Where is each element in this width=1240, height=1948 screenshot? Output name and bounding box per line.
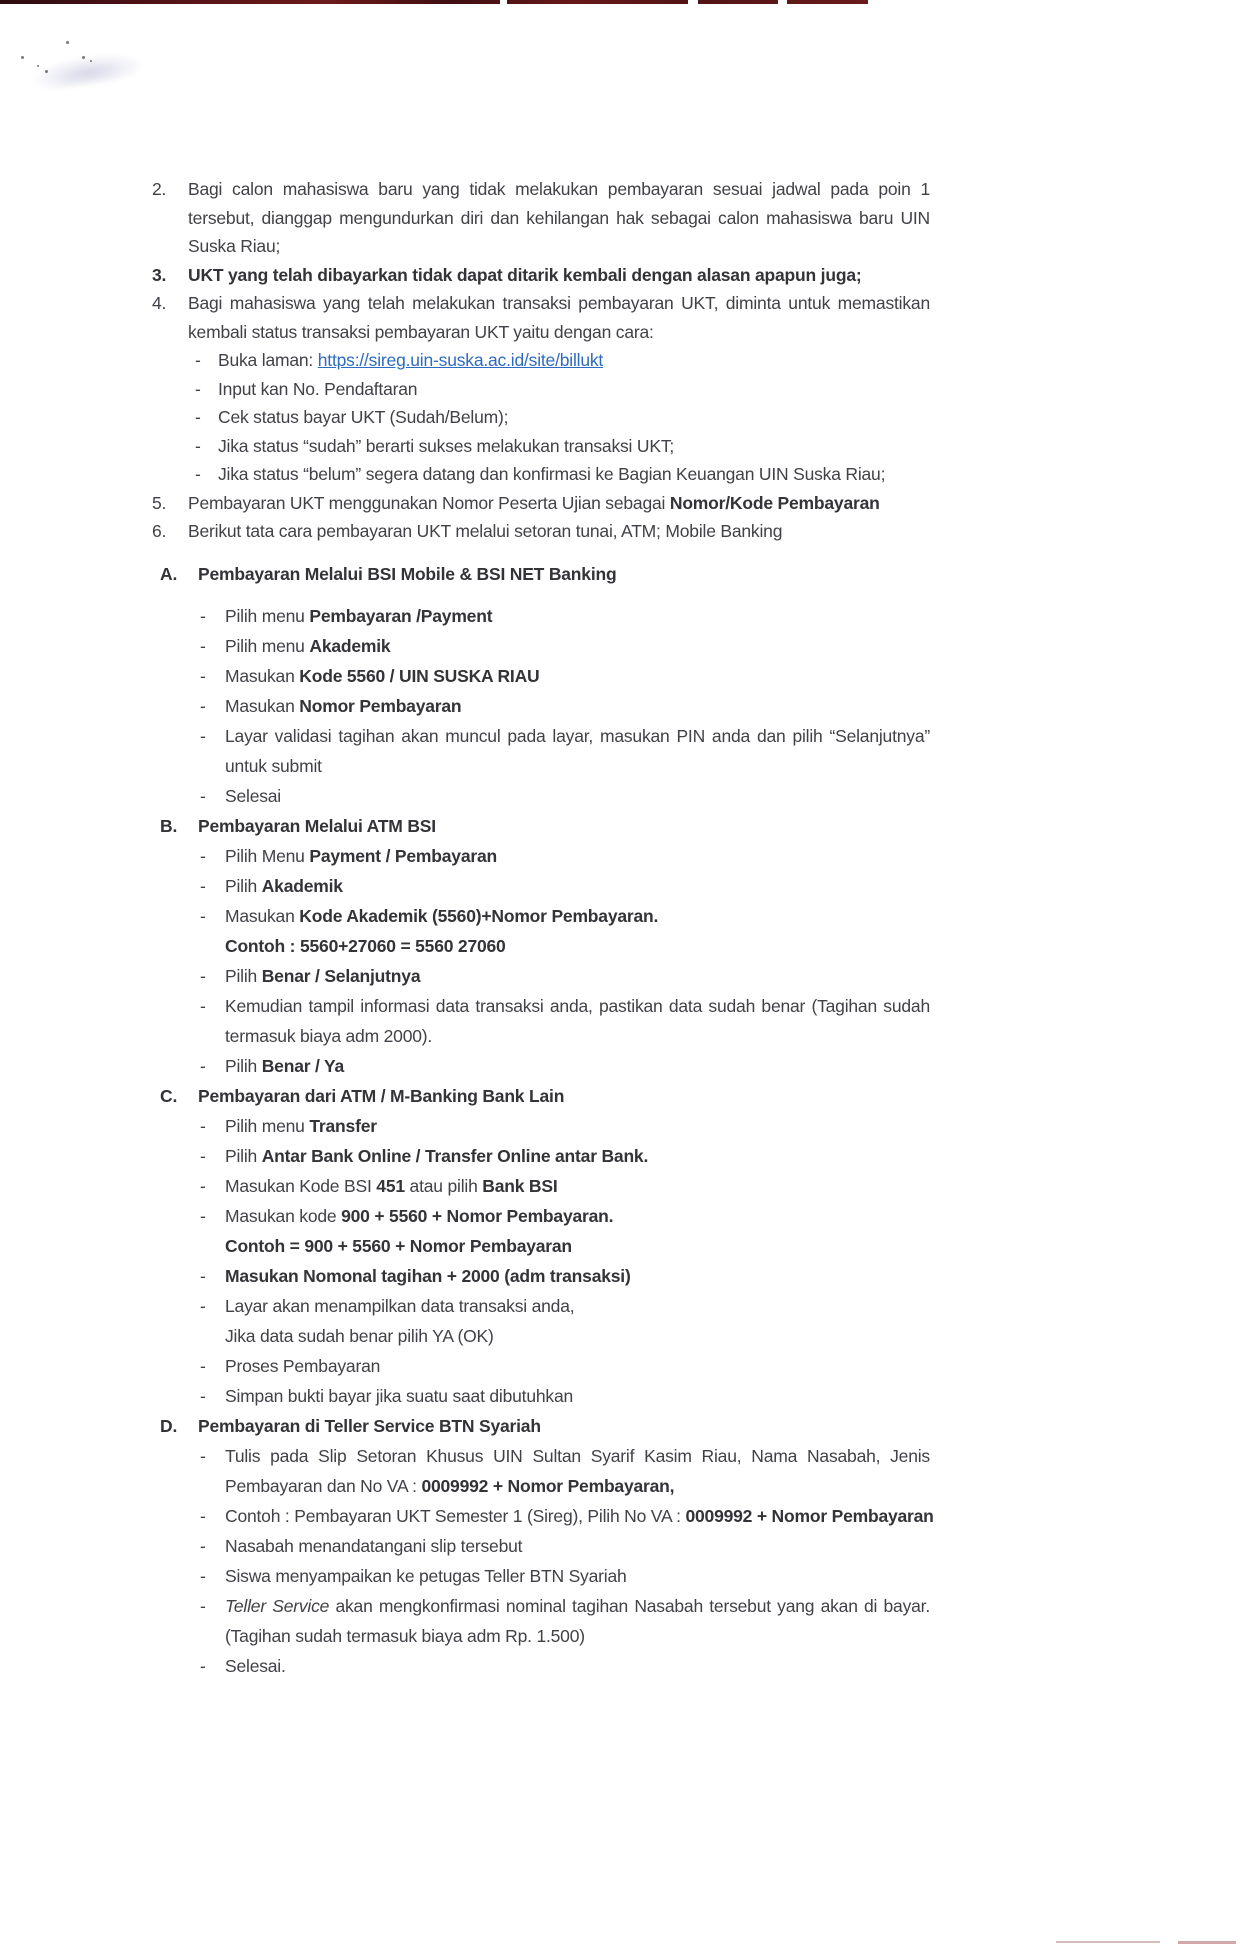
dash-item: [152, 1171, 930, 1201]
dash-item-body: [225, 1441, 930, 1501]
scan-artifact-dot: [21, 56, 24, 59]
dash-item-body: [225, 1261, 930, 1291]
scan-artifact-dot: [82, 56, 85, 59]
numbered-item: [152, 261, 930, 290]
text-segment: Kode Akademik (5560)+Nomor Pembayaran.: [299, 905, 659, 926]
dash-item-body: [218, 403, 930, 432]
text-segment: Pilih: [225, 1055, 262, 1076]
text-segment: Pembayaran UKT menggunakan Nomor Peserta Ujian sebagai: [188, 492, 670, 513]
dash-marker: -: [200, 1175, 206, 1196]
text-segment: 451: [376, 1175, 405, 1196]
dash-item: [152, 991, 930, 1051]
dash-item-body: [225, 661, 930, 691]
text-line: [225, 1141, 930, 1171]
section-items: [152, 1441, 934, 1681]
dash-item: [152, 1501, 934, 1531]
text-segment: Layar validasi tagihan akan muncul pada layar, masukan PIN anda dan pilih “Selanjutnya” untuk submit: [225, 725, 930, 776]
dash-item-body: [225, 601, 930, 631]
dash-item-body: [218, 460, 930, 489]
dash-item-body: [225, 901, 930, 961]
dash-item-body: [225, 841, 930, 871]
dash-item: [152, 1351, 930, 1381]
text-segment: Siswa menyampaikan ke petugas Teller BTN Syariah: [225, 1565, 627, 1586]
dash-marker: -: [200, 785, 206, 806]
dash-item-body: [225, 871, 930, 901]
dash-marker: -: [200, 1115, 206, 1136]
text-line: [225, 691, 930, 721]
text-segment: Jika status “belum” segera datang dan konfirmasi ke Bagian Keuangan UIN Suska Riau;: [218, 464, 886, 484]
section-letter: C.: [160, 1085, 178, 1106]
dash-marker: -: [200, 1295, 206, 1316]
text-line: [225, 1051, 930, 1081]
text-segment: Contoh : 5560+27060 = 5560 27060: [225, 935, 506, 956]
payment-section: [152, 1081, 930, 1411]
section-letter: A.: [160, 563, 178, 584]
dash-item-body: [225, 1381, 930, 1411]
dash-marker: -: [200, 695, 206, 716]
dash-item-body: [218, 375, 930, 404]
text-line: [188, 175, 930, 261]
dash-item: [152, 1051, 930, 1081]
scan-artifact-gap: [500, 0, 507, 5]
text-line: [225, 601, 930, 631]
text-segment: Contoh = 900 + 5560 + Nomor Pembayaran: [225, 1235, 572, 1256]
dash-item: [152, 601, 930, 631]
dash-item: [152, 1261, 930, 1291]
text-segment: Teller Service: [225, 1595, 330, 1616]
section-items: [152, 1111, 930, 1411]
scan-artifact-bottom-line: [1178, 1941, 1236, 1944]
dash-marker: -: [200, 1145, 206, 1166]
dash-item-body: [225, 1111, 930, 1141]
text-segment: Bagi calon mahasiswa baru yang tidak melakukan pembayaran sesuai jadwal pada poin 1 tersebut, dianggap mengundurkan diri dan kehilangan hak sebagai calon mahasiswa baru UIN Suska Riau;: [188, 179, 930, 256]
dash-marker: -: [200, 1445, 206, 1466]
numbered-item-body: [188, 261, 930, 290]
dash-item: [152, 1111, 930, 1141]
item-number: 3.: [152, 264, 167, 285]
text-segment: Contoh : Pembayaran UKT Semester 1 (Sireg), Pilih No VA :: [225, 1505, 686, 1526]
numbered-item: [152, 517, 930, 546]
dash-marker: -: [200, 1385, 206, 1406]
dash-item-body: [225, 1651, 930, 1681]
dash-marker: -: [200, 1655, 206, 1676]
text-segment: Transfer: [309, 1115, 377, 1136]
dash-item: [152, 460, 930, 489]
dash-item: [152, 1441, 930, 1501]
text-line: [225, 1291, 930, 1321]
numbered-item-body: [188, 289, 930, 346]
section-items: [152, 601, 930, 811]
text-line: [225, 1351, 930, 1381]
text-line: [225, 661, 930, 691]
dash-item-body: [225, 1501, 934, 1531]
dash-item: [152, 403, 930, 432]
text-segment: Masukan Nomonal tagihan + 2000 (adm transaksi): [225, 1265, 631, 1286]
text-segment: Selesai.: [225, 1655, 286, 1676]
text-line: [218, 346, 930, 375]
text-line: [225, 1531, 930, 1561]
text-segment: Bagi mahasiswa yang telah melakukan transaksi pembayaran UKT, diminta untuk memastikan kembali status transaksi pembayaran UKT yaitu dengan cara:: [188, 293, 930, 342]
text-segment: Nasabah menandatangani slip tersebut: [225, 1535, 523, 1556]
section-header: [152, 811, 930, 841]
dash-marker: -: [200, 1355, 206, 1376]
dash-item: [152, 1381, 930, 1411]
dash-marker: -: [200, 635, 206, 656]
billukt-link[interactable]: https://sireg.uin-suska.ac.id/site/billukt: [317, 350, 604, 370]
text-line: [188, 261, 930, 290]
text-segment: Masukan: [225, 695, 300, 716]
text-segment: 0009992 + Nomor Pembayaran,: [421, 1475, 675, 1496]
dash-item-body: [225, 721, 930, 781]
text-segment: Nomor/Kode Pembayaran: [669, 492, 880, 513]
text-segment: Masukan: [225, 665, 300, 686]
dash-marker: -: [200, 665, 206, 686]
dash-item: [152, 346, 930, 375]
dash-marker: -: [200, 965, 206, 986]
item-number: 6.: [152, 521, 167, 541]
scan-artifact-dot: [37, 65, 39, 67]
dash-marker: -: [200, 875, 206, 896]
scan-artifact-dot: [45, 70, 48, 73]
text-segment: Pilih Menu: [225, 845, 310, 866]
text-line: [188, 289, 930, 346]
dash-item-body: [225, 631, 930, 661]
text-segment: Simpan bukti bayar jika suatu saat dibutuhkan: [225, 1385, 574, 1406]
text-segment: Tulis pada Slip Setoran Khusus UIN Sultan Syarif Kasim Riau, Nama Nasabah, Jenis Pembayaran dan No VA :: [225, 1445, 930, 1496]
text-segment: 0009992 + Nomor Pembayaran: [685, 1505, 934, 1526]
section-header: [152, 1411, 930, 1441]
text-line: [225, 1381, 930, 1411]
dash-item-body: [225, 1141, 930, 1171]
text-line: [225, 871, 930, 901]
dash-item-body: [225, 1561, 930, 1591]
text-line: [225, 1501, 934, 1531]
text-segment: Pilih menu: [225, 1115, 310, 1136]
dash-marker: -: [195, 350, 201, 370]
text-segment: Jika status “sudah” berarti sukses melakukan transaksi UKT;: [218, 435, 675, 456]
payment-section: [152, 1411, 934, 1681]
text-line: [225, 1591, 930, 1651]
text-line: [225, 931, 930, 961]
text-segment: akan mengkonfirmasi nominal tagihan Nasabah tersebut yang akan di bayar. (Tagihan sudah termasuk biaya adm Rp. 1.500): [225, 1595, 930, 1646]
dash-item: [152, 871, 930, 901]
dash-item: [152, 1141, 930, 1171]
dash-item: [152, 1201, 930, 1261]
dash-item: [152, 1561, 930, 1591]
scan-artifact-top-line: [0, 0, 868, 4]
text-segment: atau pilih: [404, 1175, 483, 1196]
text-segment: Pilih: [225, 875, 262, 896]
dash-marker: -: [195, 378, 201, 399]
text-segment: Jika data sudah benar pilih YA (OK): [225, 1325, 494, 1346]
text-segment: Pilih: [225, 1145, 262, 1166]
text-segment: Benar / Ya: [261, 1055, 345, 1076]
dash-item: [152, 1531, 930, 1561]
document-content: [152, 175, 934, 1681]
text-segment: Cek status bayar UKT (Sudah/Belum);: [218, 407, 509, 427]
text-segment: Benar / Selanjutnya: [261, 965, 421, 986]
text-segment: Proses Pembayaran: [225, 1355, 381, 1376]
text-segment: Masukan: [225, 905, 300, 926]
text-line: [225, 901, 930, 931]
text-segment: Berikut tata cara pembayaran UKT melalui setoran tunai, ATM; Mobile Banking: [188, 521, 783, 541]
dash-marker: -: [200, 605, 206, 626]
dash-marker: -: [200, 995, 206, 1016]
dash-item-body: [218, 346, 930, 375]
text-line: [188, 489, 930, 518]
text-line: [225, 841, 930, 871]
scan-artifact-bottom-line: [1056, 1941, 1160, 1943]
section-items: [152, 841, 930, 1081]
text-line: [225, 1651, 930, 1681]
section-header: [152, 1081, 930, 1111]
text-segment: Payment / Pembayaran: [309, 845, 497, 866]
dash-marker: -: [195, 407, 201, 427]
text-segment: Buka laman:: [218, 350, 318, 370]
numbered-item: [152, 175, 930, 261]
text-line: [225, 781, 930, 811]
text-segment: Kode 5560 / UIN SUSKA RIAU: [299, 665, 540, 686]
dash-item: [152, 375, 930, 404]
dash-item-body: [225, 961, 930, 991]
payment-section: [152, 811, 930, 1081]
text-line: [188, 517, 930, 546]
section-letter: B.: [160, 815, 178, 836]
dash-marker: -: [200, 1505, 206, 1526]
dash-item-body: [225, 691, 930, 721]
dash-marker: -: [195, 435, 201, 456]
numbered-item-body: [188, 517, 930, 546]
dash-marker: -: [200, 1205, 206, 1226]
text-line: [225, 961, 930, 991]
dash-marker: -: [200, 1265, 206, 1286]
text-segment: Nomor Pembayaran: [299, 695, 462, 716]
text-segment: Input kan No. Pendaftaran: [218, 378, 418, 399]
dash-item: [152, 721, 930, 781]
dash-item-body: [225, 1531, 930, 1561]
numbered-item: [152, 489, 930, 518]
item-number: 2.: [152, 179, 167, 199]
text-line: [225, 631, 930, 661]
text-segment: Layar akan menampilkan data transaksi anda,: [225, 1295, 575, 1316]
dash-item-body: [225, 1201, 930, 1261]
dash-item-body: [218, 432, 930, 461]
text-segment: Pilih menu: [225, 605, 310, 626]
dash-item-body: [225, 781, 930, 811]
text-segment: 900 + 5560 + Nomor Pembayaran.: [341, 1205, 614, 1226]
dash-item: [152, 1291, 930, 1351]
scan-artifact-dot: [66, 41, 69, 44]
dash-item: [152, 631, 930, 661]
dash-item-body: [225, 991, 930, 1051]
text-line: [225, 1261, 930, 1291]
text-segment: UKT yang telah dibayarkan tidak dapat ditarik kembali dengan alasan apapun juga;: [188, 264, 862, 285]
dash-item: [152, 841, 930, 871]
text-segment: Akademik: [261, 875, 343, 896]
dash-item: [152, 432, 930, 461]
dash-marker: -: [200, 845, 206, 866]
dash-item: [152, 961, 930, 991]
section-title: Pembayaran di Teller Service BTN Syariah: [198, 1415, 541, 1436]
scan-artifact-gap: [778, 0, 787, 5]
text-segment: Pilih menu: [225, 635, 310, 656]
text-line: [225, 1231, 930, 1261]
dash-marker: -: [200, 1565, 206, 1586]
numbered-item: [152, 289, 930, 346]
text-segment: Bank BSI: [482, 1175, 558, 1196]
text-segment: Akademik: [309, 635, 391, 656]
text-line: [225, 721, 930, 781]
text-line: [225, 1171, 930, 1201]
dash-item-body: [225, 1171, 930, 1201]
text-segment: Masukan kode: [225, 1205, 342, 1226]
section-header: [152, 559, 930, 589]
text-line: [218, 375, 930, 404]
section-title: Pembayaran Melalui BSI Mobile & BSI NET Banking: [198, 563, 617, 584]
item-number: 4.: [152, 293, 167, 313]
text-line: [225, 1441, 930, 1501]
text-segment: Pilih: [225, 965, 262, 986]
dash-item: [152, 691, 930, 721]
section-title: Pembayaran dari ATM / M-Banking Bank Lain: [198, 1085, 565, 1106]
text-line: [218, 432, 930, 461]
dash-item-body: [225, 1351, 930, 1381]
dash-item: [152, 781, 930, 811]
text-segment: Masukan Kode BSI: [225, 1175, 377, 1196]
text-line: [225, 1321, 930, 1351]
text-segment: Pembayaran /Payment: [309, 605, 493, 626]
dash-marker: -: [200, 1535, 206, 1556]
dash-item-body: [225, 1051, 930, 1081]
payment-section: [152, 559, 930, 811]
text-line: [218, 460, 930, 489]
dash-marker: -: [200, 1055, 206, 1076]
dash-marker: -: [195, 464, 201, 484]
item-number: 5.: [152, 492, 167, 513]
dash-item: [152, 661, 930, 691]
text-segment: Selesai: [225, 785, 281, 806]
dash-item-body: [225, 1591, 930, 1651]
text-segment: Kemudian tampil informasi data transaksi anda, pastikan data sudah benar (Tagihan sudah termasuk biaya adm 2000).: [225, 995, 930, 1046]
scan-artifact-gap: [688, 0, 698, 5]
dash-item-body: [225, 1291, 930, 1351]
dash-item: [152, 901, 930, 961]
text-line: [218, 403, 930, 432]
numbered-item-body: [188, 175, 930, 261]
scan-artifact-dot: [90, 60, 92, 62]
text-line: [225, 1201, 930, 1231]
section-title: Pembayaran Melalui ATM BSI: [198, 815, 436, 836]
text-line: [225, 1111, 930, 1141]
dash-marker: -: [200, 1595, 206, 1616]
dash-item: [152, 1591, 930, 1651]
dash-marker: -: [200, 905, 206, 926]
text-line: [225, 1561, 930, 1591]
section-letter: D.: [160, 1415, 178, 1436]
numbered-item-body: [188, 489, 930, 518]
dash-item: [152, 1651, 930, 1681]
text-segment: Antar Bank Online / Transfer Online antar Bank.: [261, 1145, 649, 1166]
dash-marker: -: [200, 725, 206, 746]
text-line: [225, 991, 930, 1051]
